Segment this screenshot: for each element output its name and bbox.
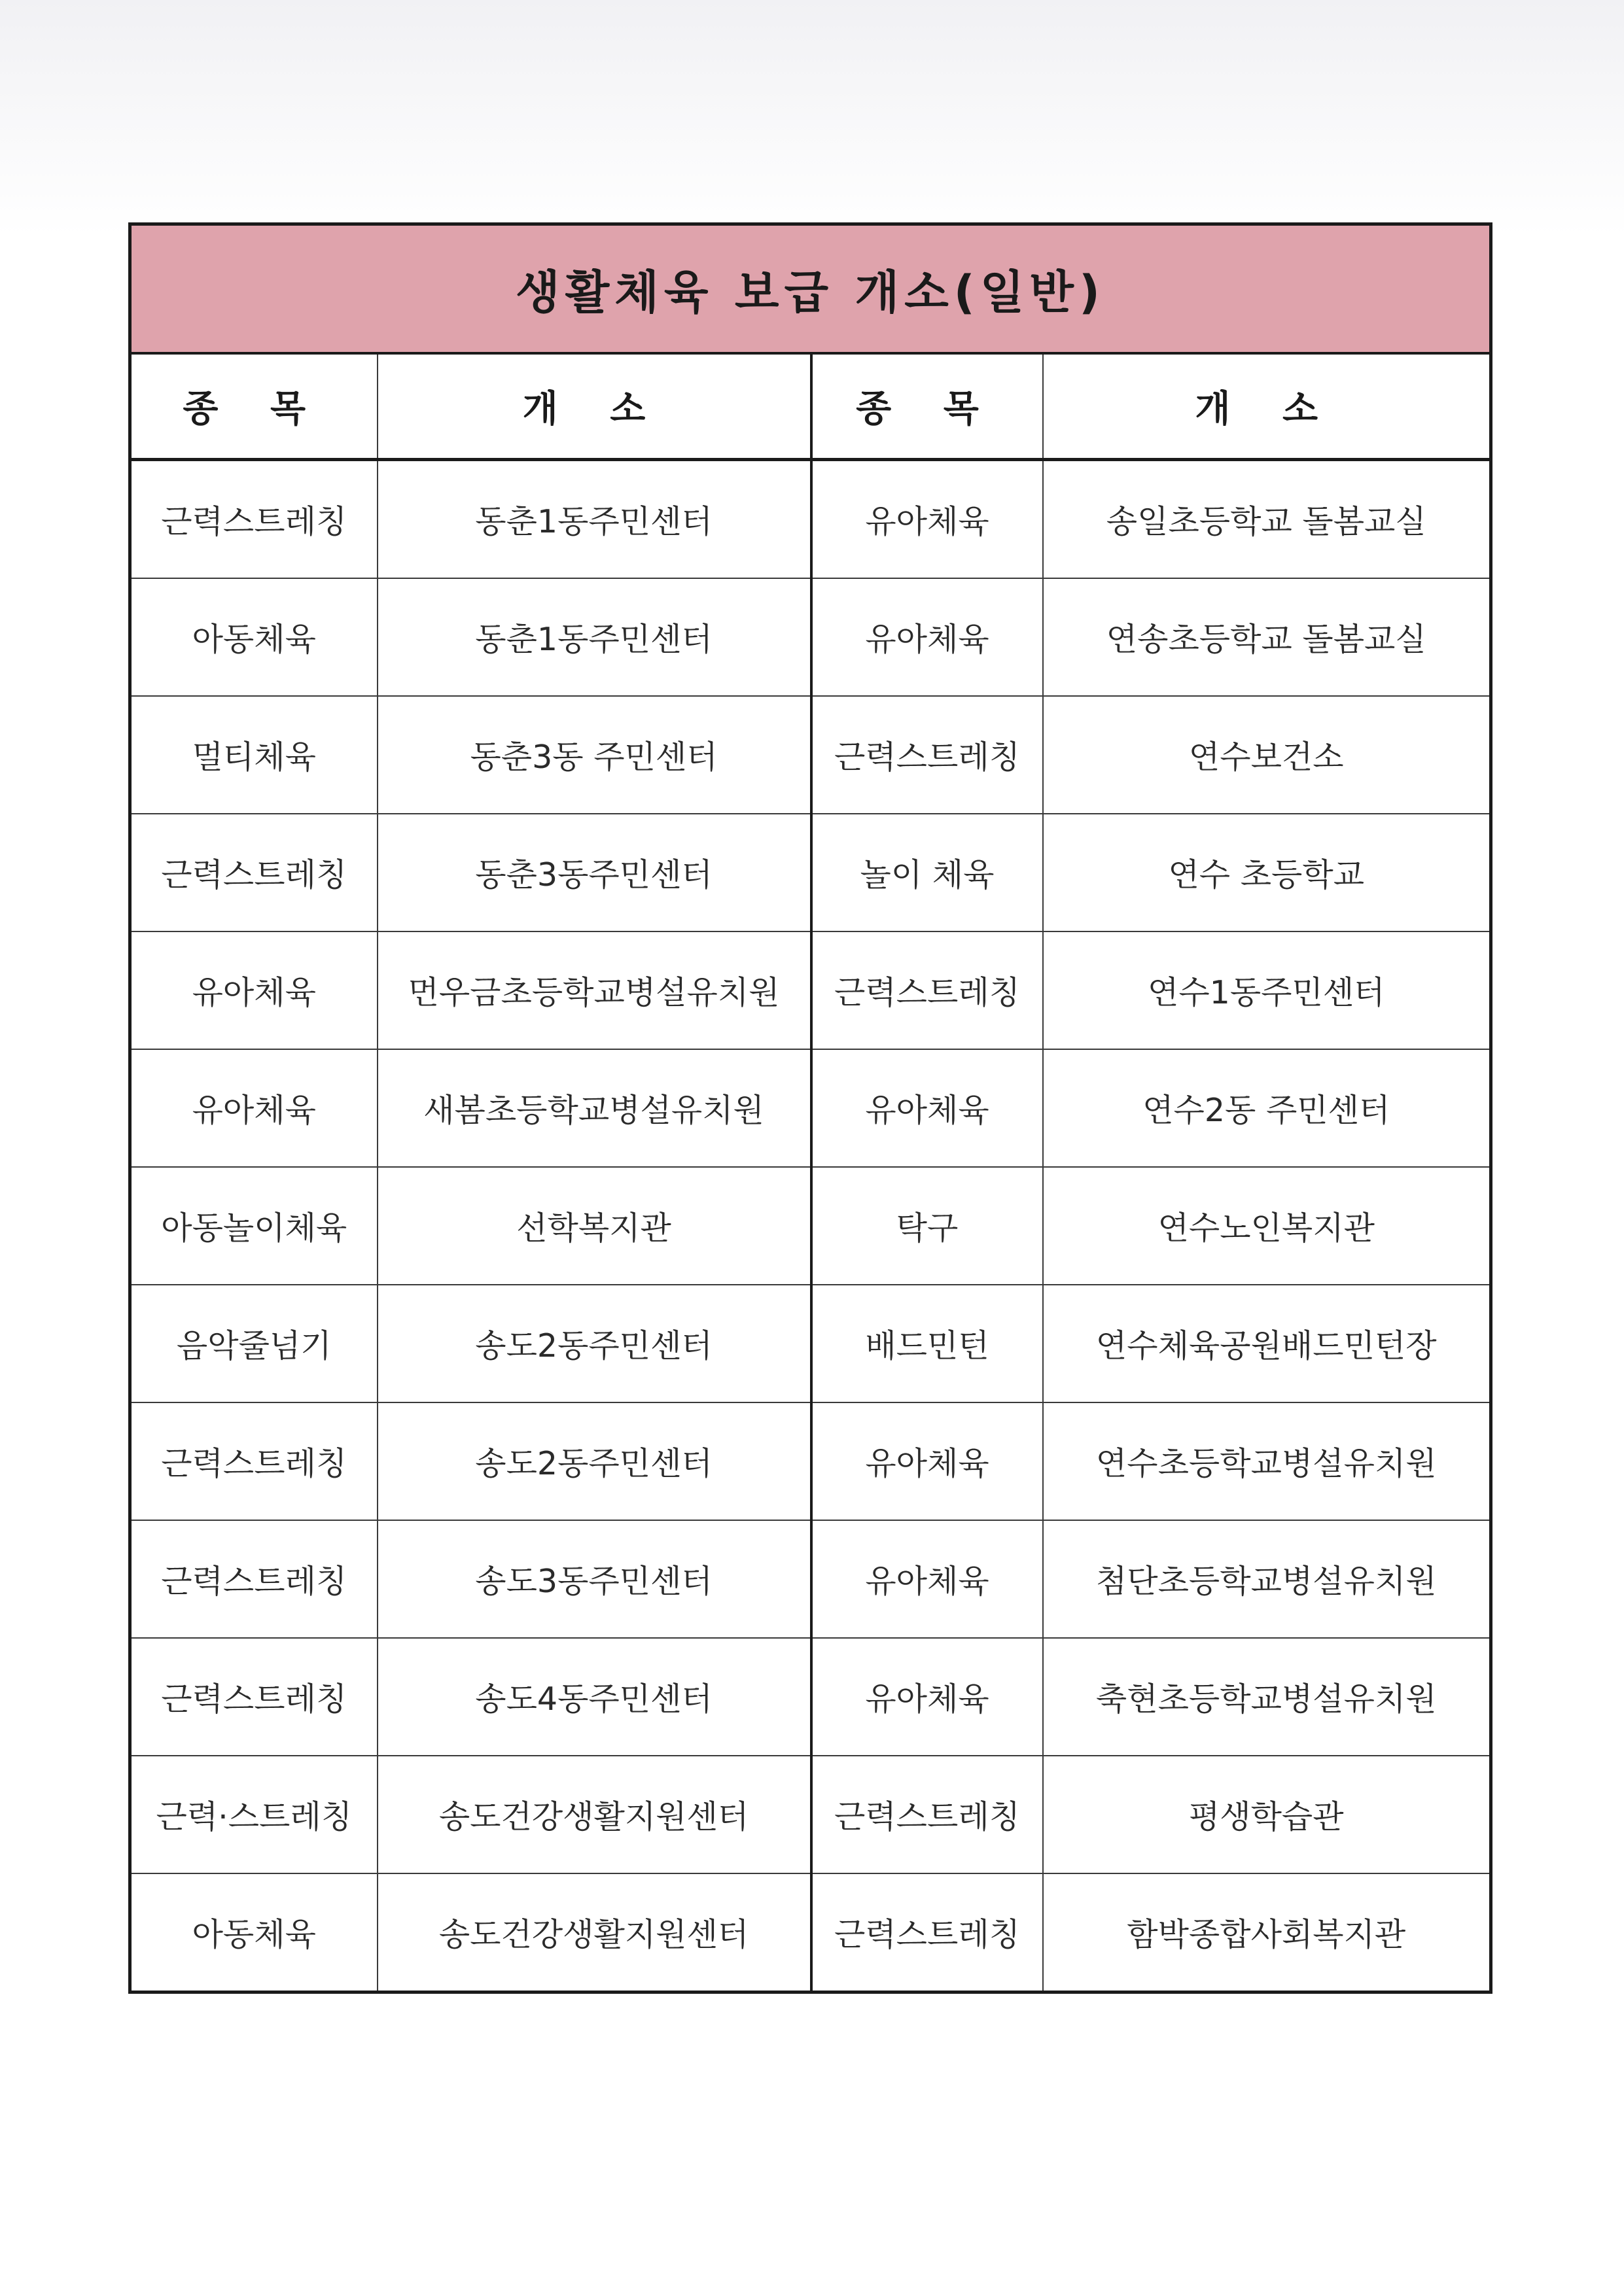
cell-location-left: 송도3동주민센터: [378, 1520, 811, 1638]
table-row: [130, 696, 1491, 814]
cell-location-left: 동춘1동주민센터: [378, 578, 811, 696]
cell-location-right: 함박종합사회복지관: [1043, 1873, 1491, 1992]
table-row: [130, 578, 1491, 696]
table-row: [130, 1285, 1491, 1402]
cell-sport-right: 근력스트레칭: [811, 696, 1043, 814]
cell-location-left: 동춘3동주민센터: [378, 814, 811, 931]
cell-sport-right: 유아체육: [811, 578, 1043, 696]
cell-sport-left: 근력스트레칭: [130, 814, 378, 931]
cell-sport-right: 유아체육: [811, 1402, 1043, 1520]
cell-location-left: 선학복지관: [378, 1167, 811, 1285]
cell-location-right: 연수보건소: [1043, 696, 1491, 814]
cell-location-right: 연수1동주민센터: [1043, 931, 1491, 1049]
cell-sport-left: 유아체육: [130, 1049, 378, 1167]
cell-sport-left: 근력스트레칭: [130, 460, 378, 579]
cell-location-left: 송도건강생활지원센터: [378, 1756, 811, 1873]
cell-sport-left: 아동놀이체육: [130, 1167, 378, 1285]
table-row: [130, 931, 1491, 1049]
table-header-row: [130, 353, 1491, 460]
cell-location-left: 먼우금초등학교병설유치원: [378, 931, 811, 1049]
cell-sport-left: 유아체육: [130, 931, 378, 1049]
facility-table: [128, 222, 1492, 1994]
cell-location-left: 송도2동주민센터: [378, 1402, 811, 1520]
cell-location-right: 축현초등학교병설유치원: [1043, 1638, 1491, 1756]
cell-sport-right: 근력스트레칭: [811, 1756, 1043, 1873]
table-row: [130, 1167, 1491, 1285]
table-row: [130, 1402, 1491, 1520]
cell-location-right: 연수체육공원배드민턴장: [1043, 1285, 1491, 1402]
table-body: [130, 460, 1491, 1992]
cell-sport-left: 아동체육: [130, 1873, 378, 1992]
cell-location-left: 새봄초등학교병설유치원: [378, 1049, 811, 1167]
table-row: [130, 1049, 1491, 1167]
table-title-row: [130, 224, 1491, 354]
table-title: 생활체육 보급 개소(일반): [130, 224, 1491, 354]
cell-location-left: 동춘1동주민센터: [378, 460, 811, 579]
cell-sport-left: 근력·스트레칭: [130, 1756, 378, 1873]
cell-location-left: 송도2동주민센터: [378, 1285, 811, 1402]
cell-sport-right: 놀이 체육: [811, 814, 1043, 931]
cell-sport-left: 음악줄넘기: [130, 1285, 378, 1402]
cell-location-right: 연수2동 주민센터: [1043, 1049, 1491, 1167]
cell-location-right: 평생학습관: [1043, 1756, 1491, 1873]
cell-sport-left: 멀티체육: [130, 696, 378, 814]
table-row: [130, 1756, 1491, 1873]
cell-sport-right: 유아체육: [811, 1520, 1043, 1638]
cell-location-left: 동춘3동 주민센터: [378, 696, 811, 814]
cell-location-right: 송일초등학교 돌봄교실: [1043, 460, 1491, 579]
cell-sport-right: 유아체육: [811, 1638, 1043, 1756]
cell-location-left: 송도4동주민센터: [378, 1638, 811, 1756]
cell-sport-left: 근력스트레칭: [130, 1402, 378, 1520]
cell-location-right: 연수 초등학교: [1043, 814, 1491, 931]
cell-sport-right: 유아체육: [811, 460, 1043, 579]
table-row: [130, 1873, 1491, 1992]
cell-sport-right: 근력스트레칭: [811, 1873, 1043, 1992]
cell-sport-right: 유아체육: [811, 1049, 1043, 1167]
cell-location-right: 연수노인복지관: [1043, 1167, 1491, 1285]
cell-sport-left: 근력스트레칭: [130, 1520, 378, 1638]
table-row: [130, 814, 1491, 931]
header-location-left: 개 소: [378, 353, 811, 460]
cell-sport-right: 근력스트레칭: [811, 931, 1043, 1049]
cell-sport-right: 배드민턴: [811, 1285, 1043, 1402]
cell-sport-left: 아동체육: [130, 578, 378, 696]
header-sport-right: 종 목: [811, 353, 1043, 460]
header-sport-left: 종 목: [130, 353, 378, 460]
table-row: [130, 460, 1491, 579]
cell-location-left: 송도건강생활지원센터: [378, 1873, 811, 1992]
table-row: [130, 1638, 1491, 1756]
cell-location-right: 연송초등학교 돌봄교실: [1043, 578, 1491, 696]
cell-sport-left: 근력스트레칭: [130, 1638, 378, 1756]
cell-location-right: 연수초등학교병설유치원: [1043, 1402, 1491, 1520]
cell-location-right: 첨단초등학교병설유치원: [1043, 1520, 1491, 1638]
table-row: [130, 1520, 1491, 1638]
cell-sport-right: 탁구: [811, 1167, 1043, 1285]
header-location-right: 개 소: [1043, 353, 1491, 460]
page-scan-shading: [0, 0, 1624, 235]
